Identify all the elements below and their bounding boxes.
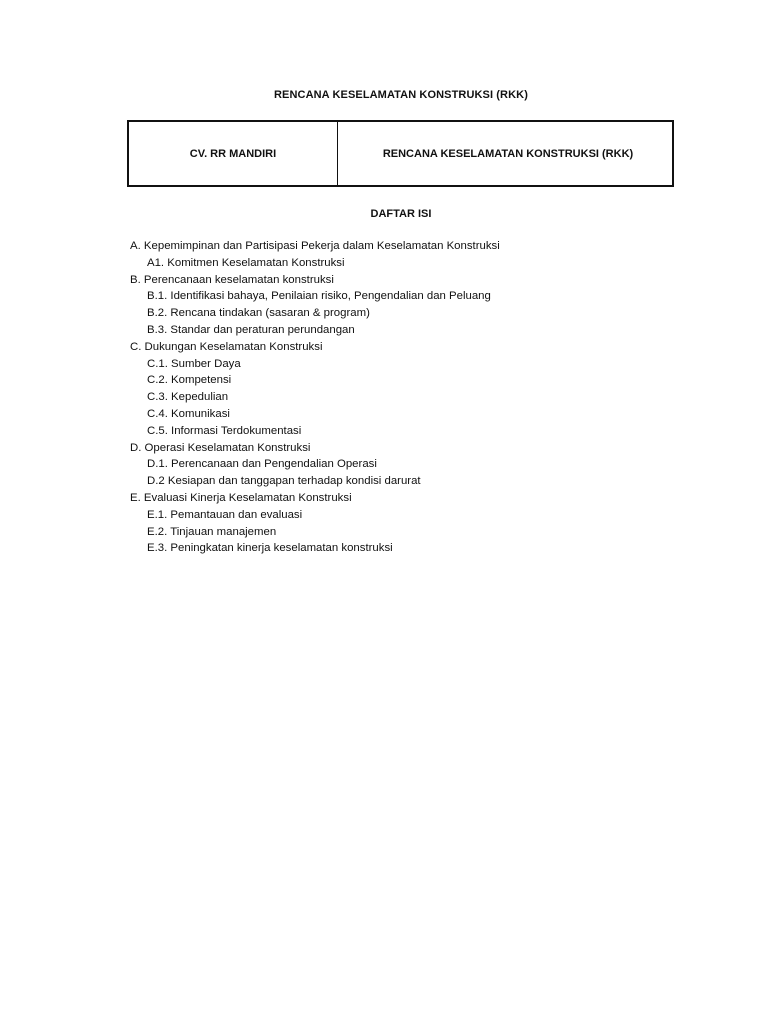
company-name-cell: CV. RR MANDIRI — [129, 122, 338, 185]
toc-subsection: E.3. Peningkatan kinerja keselamatan konstruksi — [147, 542, 393, 555]
toc-subsection: C.4. Komunikasi — [147, 407, 230, 420]
document-title: RENCANA KESELAMATAN KONSTRUKSI (RKK) — [274, 89, 528, 101]
toc-subsection: C.3. Kepedulian — [147, 391, 229, 404]
header-table — [127, 120, 674, 187]
toc-subsection: B.1. Identifikasi bahaya, Penilaian risiko, Pengendalian dan Peluang — [147, 290, 491, 303]
table-of-contents-heading: DAFTAR ISI — [370, 208, 432, 220]
toc-section: E. Evaluasi Kinerja Keselamatan Konstruksi — [130, 491, 352, 504]
toc-section: B. Perencanaan keselamatan konstruksi — [130, 273, 334, 286]
toc-section: A. Kepemimpinan dan Partisipasi Pekerja dalam Keselamatan Konstruksi — [130, 240, 500, 252]
document-name-cell: RENCANA KESELAMATAN KONSTRUKSI (RKK) — [382, 147, 634, 160]
toc-section: D. Operasi Keselamatan Konstruksi — [130, 441, 311, 454]
toc-subsection: E.2. Tinjauan manajemen — [147, 525, 277, 538]
table-of-contents — [130, 238, 690, 557]
toc-subsection: D.1. Perencanaan dan Pengendalian Operasi — [147, 458, 377, 471]
toc-subsection: B.3. Standar dan peraturan perundangan — [147, 323, 355, 336]
toc-subsection: A1. Komitmen Keselamatan Konstruksi — [147, 256, 345, 269]
toc-subsection: E.1. Pemantauan dan evaluasi — [147, 508, 303, 521]
toc-subsection: C.2. Kompetensi — [147, 374, 232, 387]
toc-subsection: C.5. Informasi Terdokumentasi — [147, 424, 302, 437]
toc-subsection: C.1. Sumber Daya — [147, 357, 241, 370]
toc-section: C. Dukungan Keselamatan Konstruksi — [130, 340, 323, 353]
toc-subsection: B.2. Rencana tindakan (sasaran & program) — [147, 307, 370, 320]
toc-subsection: D.2 Kesiapan dan tanggapan terhadap kondisi darurat — [147, 475, 421, 488]
